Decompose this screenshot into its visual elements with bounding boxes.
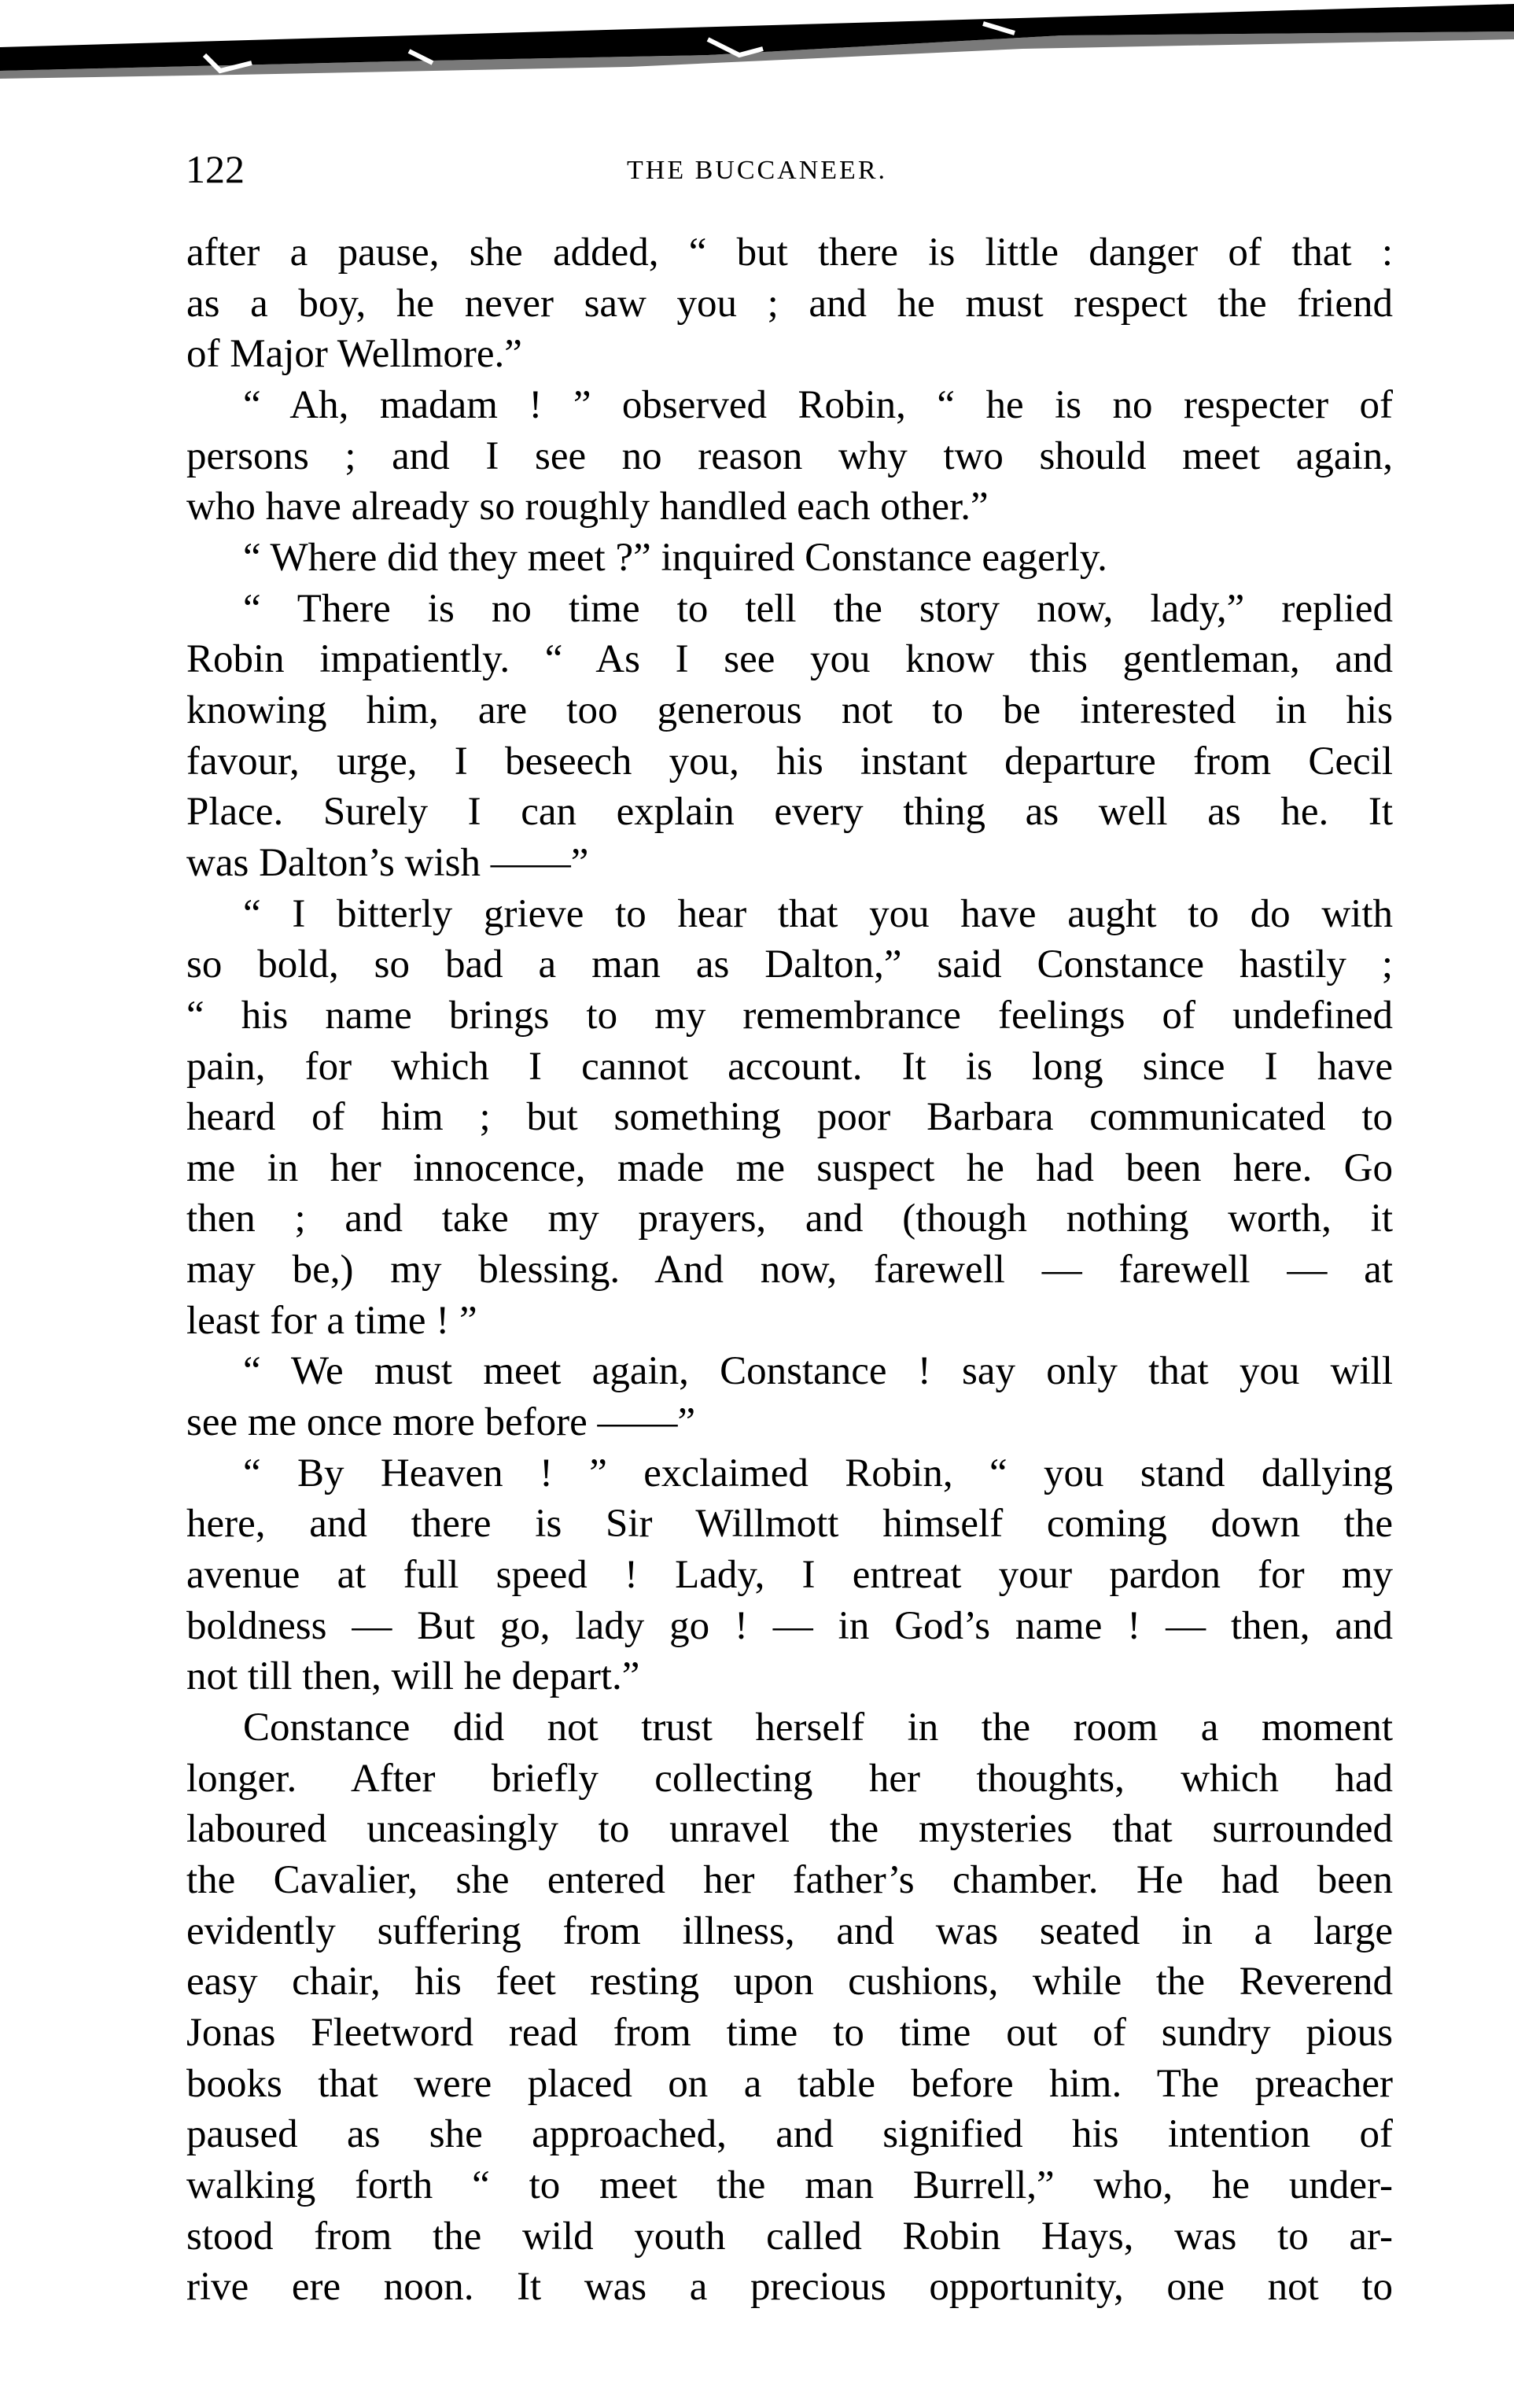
text-line: “ By Heaven ! ” exclaimed Robin, “ you stand dallying [243, 1451, 1393, 1495]
text-line: easy chair, his feet resting upon cushions, while the Reverend [186, 1960, 1393, 2004]
text-line: persons ; and I see no reason why two should meet again, [186, 433, 1393, 478]
text-line: here, and there is Sir Willmott himself coming down the [186, 1502, 1393, 1547]
text-line: heard of him ; but something poor Barbara communicated to [186, 1095, 1393, 1140]
text-line: evidently suffering from illness, and was seated in a large [186, 1908, 1393, 1953]
text-line: walking forth “ to meet the man Burrell,” who, he under- [186, 2163, 1393, 2207]
text-line: after a pause, she added, “ but there is little danger of that : [186, 230, 1393, 275]
page-number: 122 [186, 147, 245, 191]
text-line: pain, for which I cannot account. It is long since I have [186, 1044, 1393, 1089]
text-line: avenue at full speed ! Lady, I entreat your pardon for my [186, 1553, 1393, 1598]
text-line: “ I bitterly grieve to hear that you have aught to do with [243, 891, 1393, 936]
text-line: knowing him, are too generous not to be interested in his [186, 688, 1393, 732]
text-line: “ Ah, madam ! ” observed Robin, “ he is no respecter of [243, 382, 1393, 427]
text-line: Constance did not trust herself in the room a moment [243, 1706, 1393, 1750]
scanned-page-edge [0, 0, 1514, 87]
text-line: Place. Surely I can explain every thing as well as he. It [186, 790, 1393, 835]
text-line: laboured unceasingly to unravel the mysteries that surrounded [186, 1807, 1393, 1852]
text-line: so bold, so bad a man as Dalton,” said Constance hastily ; [186, 942, 1393, 987]
text-line: favour, urge, I beseech you, his instant departure from Cecil [186, 739, 1393, 784]
text-line: me in her innocence, made me suspect he had been here. Go [186, 1145, 1393, 1190]
text-line: least for a time ! ” [186, 1298, 477, 1343]
text-line: see me once more before ——” [186, 1400, 696, 1445]
text-line: rive ere noon. It was a precious opportunity, one not to [186, 2265, 1393, 2310]
text-line: Robin impatiently. “ As I see you know this gentleman, and [186, 637, 1393, 682]
text-line: “ his name brings to my remembrance feelings of undefined [186, 993, 1393, 1038]
text-line: was Dalton’s wish ——” [186, 840, 589, 885]
text-line: the Cavalier, she entered her father’s chamber. He had been [186, 1858, 1393, 1902]
text-line: stood from the wild youth called Robin Hays, was to ar- [186, 2214, 1393, 2259]
text-line: “ We must meet again, Constance ! say only that you will [243, 1349, 1393, 1394]
text-line: boldness — But go, lady go ! — in God’s name ! — then, and [186, 1603, 1393, 1648]
text-line: not till then, will he depart.” [186, 1654, 640, 1699]
text-line: of Major Wellmore.” [186, 332, 522, 377]
text-line: “ There is no time to tell the story now, lady,” replied [243, 586, 1393, 631]
running-title: THE BUCCANEER. [627, 156, 887, 185]
text-line: paused as she approached, and signified his intention of [186, 2112, 1393, 2157]
text-line: “ Where did they meet ?” inquired Constance eagerly. [243, 535, 1107, 580]
text-line: may be,) my blessing. And now, farewell — farewell — at [186, 1248, 1393, 1293]
text-line: longer. After briefly collecting her thoughts, which had [186, 1756, 1393, 1801]
text-line: Jonas Fleetword read from time to time out of sundry pious [186, 2010, 1393, 2055]
body-text [186, 227, 1393, 2313]
text-line: as a boy, he never saw you ; and he must respect the friend [186, 281, 1393, 326]
text-line: then ; and take my prayers, and (though nothing worth, it [186, 1197, 1393, 1241]
text-line: books that were placed on a table before him. The preacher [186, 2061, 1393, 2106]
text-line: who have already so roughly handled each other.” [186, 485, 989, 529]
